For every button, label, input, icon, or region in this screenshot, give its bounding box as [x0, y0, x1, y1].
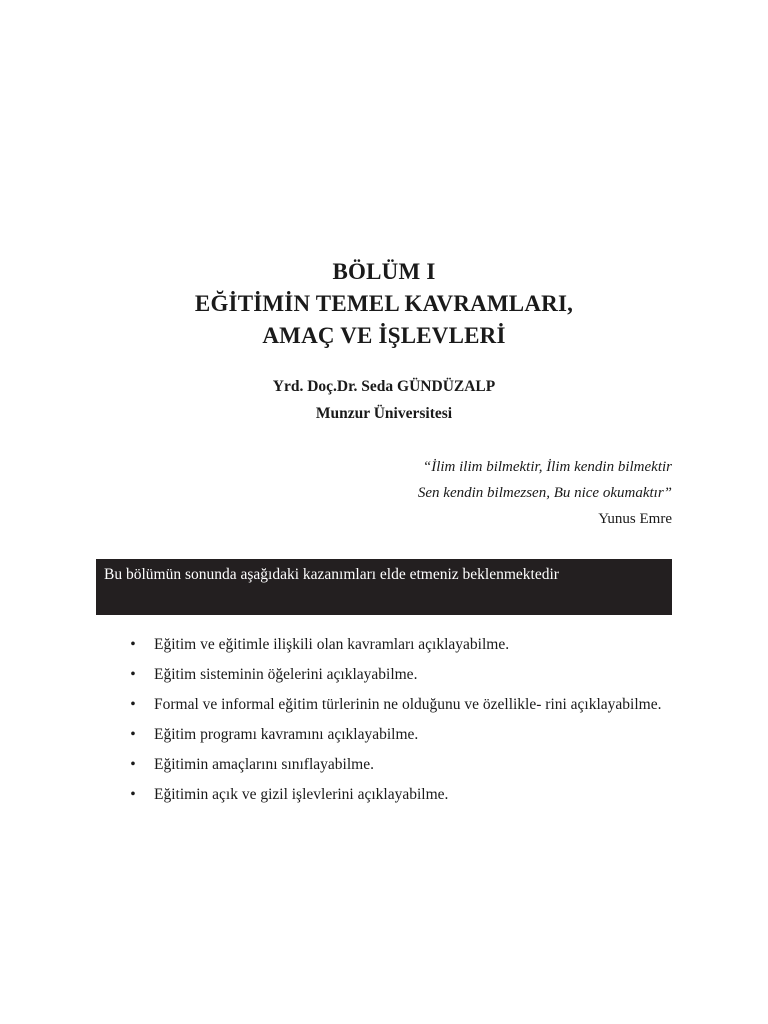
objective-text: Formal ve informal eğitim türlerinin ne olduğunu ve özellikle- rini açıklayabilme.: [154, 696, 662, 713]
epigraph-line-2: Sen kendin bilmezsen, Bu nice okumaktır”: [417, 485, 672, 501]
objective-text: Eğitim sisteminin öğelerini açıklayabilme.: [154, 666, 418, 683]
epigraph-line-1: “İlim ilim bilmektir, İlim kendin bilmektir: [422, 459, 672, 475]
objectives-intro-text: Bu bölümün sonunda aşağıdaki kazanımları elde etmeniz beklenmektedir: [104, 566, 559, 583]
list-item: [126, 784, 674, 806]
objective-text: Eğitimin amaçlarını sınıflayabilme.: [154, 756, 374, 773]
bullet-icon: •: [130, 786, 136, 803]
epigraph-attribution: Yunus Emre: [598, 511, 672, 527]
objectives-intro-box: [96, 559, 672, 615]
bullet-icon: •: [130, 696, 136, 713]
bullet-icon: •: [130, 756, 136, 773]
list-item: [126, 694, 674, 716]
list-item: [126, 754, 674, 776]
author-block: [0, 373, 768, 427]
bullet-icon: •: [130, 666, 136, 683]
bullet-icon: •: [130, 636, 136, 653]
list-item: [126, 724, 674, 746]
chapter-label: BÖLÜM I: [332, 259, 436, 284]
objective-text: Eğitim programı kavramını açıklayabilme.: [154, 726, 419, 743]
chapter-heading: [0, 256, 768, 352]
author-affiliation: Munzur Üniversitesi: [315, 405, 453, 422]
objective-text: Eğitimin açık ve gizil işlevlerini açıklayabilme.: [154, 786, 449, 803]
list-item: [126, 664, 674, 686]
author-name: Yrd. Doç.Dr. Seda GÜNDÜZALP: [272, 378, 496, 395]
chapter-title-line-2: AMAÇ VE İŞLEVLERİ: [262, 323, 506, 348]
bullet-icon: •: [130, 726, 136, 743]
epigraph: [418, 454, 672, 532]
objective-text: Eğitim ve eğitimle ilişkili olan kavramları açıklayabilme.: [154, 636, 510, 653]
chapter-title-line-1: EĞİTİMİN TEMEL KAVRAMLARI,: [194, 291, 574, 316]
objectives-list: [126, 634, 674, 814]
list-item: [126, 634, 674, 656]
